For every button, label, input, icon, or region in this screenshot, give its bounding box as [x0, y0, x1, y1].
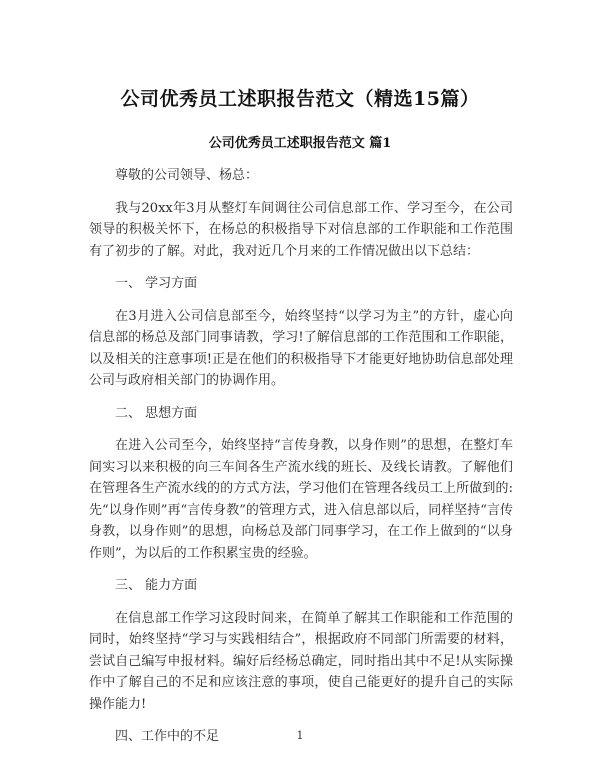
section-heading-thought: 二、 思想方面: [115, 405, 198, 421]
document-title: 公司优秀员工述职报告范文（精选15篇）: [120, 88, 480, 110]
section-paragraph-thought: 在进入公司至今，始终坚持“言传身教，以身作则”的思想，在整灯车间实习以来积极的向三车间各生产流水线的班长、及线长请教。了解他们在管理各生产流水线的的方式方法，学习他们在管理各线员工上所做到的:先“以身作则”再“言传身教”的管理方式，进入信息部以后，同样坚持“言传身教，以身作则”的思想，向杨总及部门同事学习，在工作上做到的“以身作则”，为以后的工作积累宝贵的经验。: [89, 438, 513, 561]
section-title: 公司优秀员工述职报告范文 篇1: [208, 136, 392, 151]
section-paragraph-study: 在3月进入公司信息部至今，始终坚持“以学习为主”的方针，虚心向信息部的杨总及部门同事请教，学习!了解信息部的工作范围和工作职能，以及相关的注意事项!正是在他们的积极指导下才能更好地协助信息部处理公司与政府相关部门的协调作用。: [89, 308, 513, 388]
section-heading-shortcomings: 四、工作中的不足: [115, 729, 220, 744]
section-heading-ability: 三、 能力方面: [115, 578, 198, 593]
document-body: [89, 165, 513, 748]
section-heading-study: 一、 学习方面: [115, 276, 198, 291]
page-number: 1: [296, 729, 304, 742]
greeting-line: 尊敬的公司领导、杨总：: [115, 168, 259, 183]
intro-paragraph: 我与20xx年3月从整灯车间调往公司信息部工作、学习至今，在公司领导的积极关怀下，在杨总的积极指导下对信息部的工作职能和工作范围有了初步的了解。对此，我对近几个月来的工作情况做出以下总结：: [89, 200, 513, 259]
section-paragraph-ability: 在信息部工作学习这段时间来，在简单了解其工作职能和工作范围的同时，始终坚持“学习与实践相结合”，根据政府不同部门所需要的材料，尝试自己编写申报材料。编好后经杨总确定，同时指出其中不足!从实际操作中了解自己的不足和应该注意的事项，使自己能更好的提升自己的实际操作能力!: [89, 610, 513, 712]
